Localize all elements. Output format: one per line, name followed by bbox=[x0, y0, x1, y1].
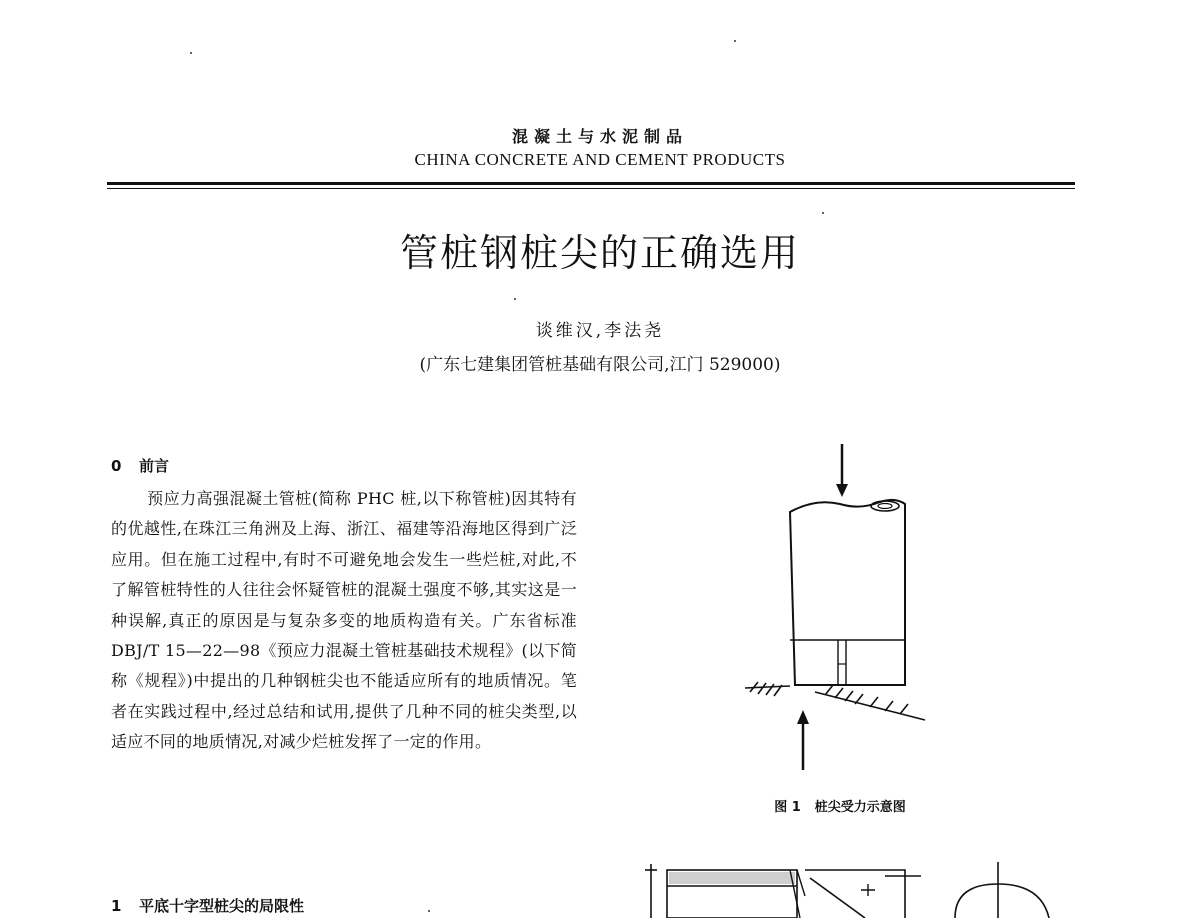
article-affiliation: (广东七建集团管桩基础有限公司,江门 529000) bbox=[419, 355, 781, 375]
header-rule-thick bbox=[107, 182, 1075, 185]
section-title: 前言 bbox=[139, 457, 170, 475]
journal-name-en: CHINA CONCRETE AND CEMENT PRODUCTS bbox=[414, 150, 786, 169]
scan-speck bbox=[190, 52, 192, 54]
figure-number: 图 1 bbox=[774, 800, 801, 815]
figure-caption-text: 桩尖受力示意图 bbox=[814, 800, 906, 815]
journal-name-cn: 混凝土与水泥制品 bbox=[511, 127, 688, 146]
section-number: 0 bbox=[111, 457, 122, 475]
pile-tip-force-diagram bbox=[730, 440, 950, 790]
section-title: 平底十字型桩尖的局限性 bbox=[139, 897, 305, 915]
pile-tip-section-drawing bbox=[625, 856, 1075, 918]
article-title: 管桩钢桩尖的正确选用 bbox=[399, 231, 800, 275]
scan-speck bbox=[734, 40, 736, 42]
intro-paragraph bbox=[111, 484, 577, 758]
section-number: 1 bbox=[111, 897, 122, 915]
figure-caption bbox=[700, 796, 980, 815]
scan-speck bbox=[822, 212, 824, 214]
bottom-force-arrow bbox=[797, 710, 809, 770]
section-heading bbox=[111, 895, 304, 916]
ground-hatching bbox=[745, 682, 925, 720]
pile-body bbox=[790, 500, 905, 685]
scan-speck bbox=[514, 298, 516, 300]
paragraph-text: 预应力高强混凝土管桩(简称 PHC 桩,以下称管桩)因其特有的优越性,在珠江三角洲及上海、浙江、福建等沿海地区得到广泛应用。但在施工过程中,有时不可避免地会发生一些烂桩,对此,不了解管桩特性的人往往会怀疑管桩的混凝土强度不够,其实这是一种误解,真正的原因是与复杂多变的地质构造有关。广东省标准 DBJ/T 15—22—98《预应力混凝土管桩基础技术规程》(以下简称《规程》)中提出的几种钢桩尖也不能适应所有的地质情况。笔者在实践过程中,经过总结和试用,提供了几种不同的桩尖类型,以适应不同的地质情况,对减少烂桩发挥了一定的作用。 bbox=[111, 489, 577, 752]
top-force-arrow bbox=[836, 444, 848, 497]
article-authors: 谈维汉,李法尧 bbox=[535, 321, 665, 341]
section-heading bbox=[111, 455, 169, 476]
scan-speck bbox=[428, 910, 430, 912]
header-rule-thin bbox=[107, 188, 1075, 189]
